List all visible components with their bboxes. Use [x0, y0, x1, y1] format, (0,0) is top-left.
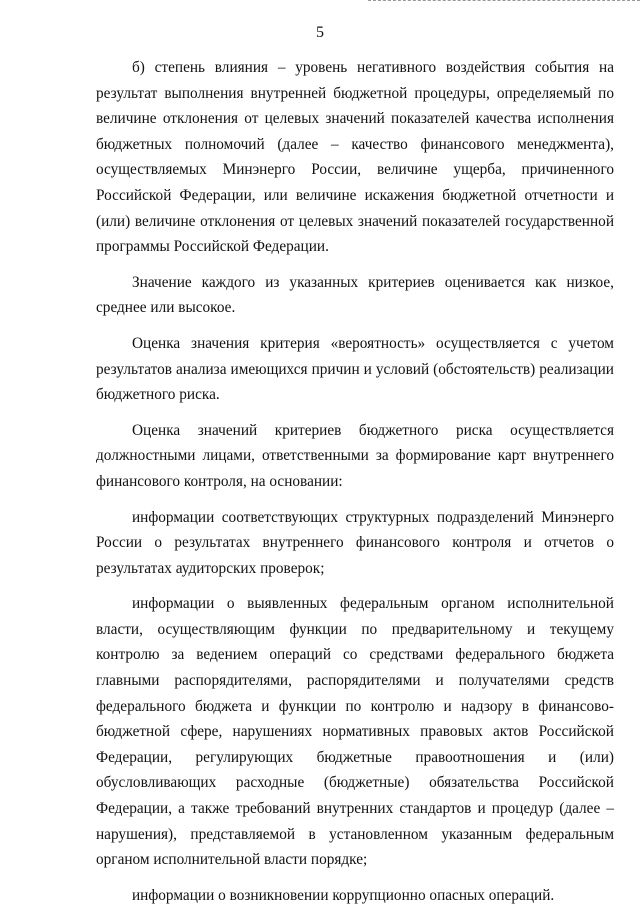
paragraph-corruption-operations: информации о возникновении коррупционно опасных операций.: [132, 886, 555, 904]
paragraph-violations-info: информации о выявленных федеральным органом исполнительной власти, осуществляющим функции по предварительному и текущему контролю за ведением операций со средствами федерального бюджета главными распорядителями, распорядителями и получателями средств федерального бюджета и функции по контролю и надзору в финансово-бюджетной сфере, нарушениях нормативных правовых актов Российской Федерации, регулирующих бюджетные правоотношения и (или) обусловливающих расходные (бюджетные) обязательства Российской Федерации, а также требований внутренних стандартов и процедур (далее – нарушения), представляемой в установленном указанным федеральным органом исполнительной власти порядке;: [96, 595, 614, 869]
paragraph-risk-assessment-basis: Оценка значений критериев бюджетного риска осуществляется должностными лицами, ответственными за формирование карт внутреннего финансового контроля, на основании:: [96, 421, 614, 490]
document-body: [96, 55, 614, 918]
scan-edge-mark: [368, 0, 640, 3]
page-number: 5: [316, 24, 324, 41]
paragraph-influence-degree: б) степень влияния – уровень негативного воздействия события на результат выполнения внутренней бюджетной процедуры, определяемый по величине отклонения от целевых значений показателей качества исполнения бюджетных полномочий (далее – качество финансового менеджмента), осуществляемых Минэнерго России, величине ущерба, причиненного Российской Федерации, или величине искажения бюджетной отчетности и (или) величине отклонения от целевых значений показателей государственной программы Российской Федерации.: [96, 59, 614, 256]
paragraph-criteria-values: Значение каждого из указанных критериев оценивается как низкое, среднее или высокое.: [96, 273, 614, 317]
paragraph-probability-assessment: Оценка значения критерия «вероятность» осуществляется с учетом результатов анализа имеющихся причин и условий (обстоятельств) реализации бюджетного риска.: [96, 334, 614, 404]
paragraph-structural-units-info: информации соответствующих структурных подразделений Минэнерго России о результатах внутреннего финансового контроля и отчетов о результатах аудиторских проверок;: [96, 508, 614, 577]
